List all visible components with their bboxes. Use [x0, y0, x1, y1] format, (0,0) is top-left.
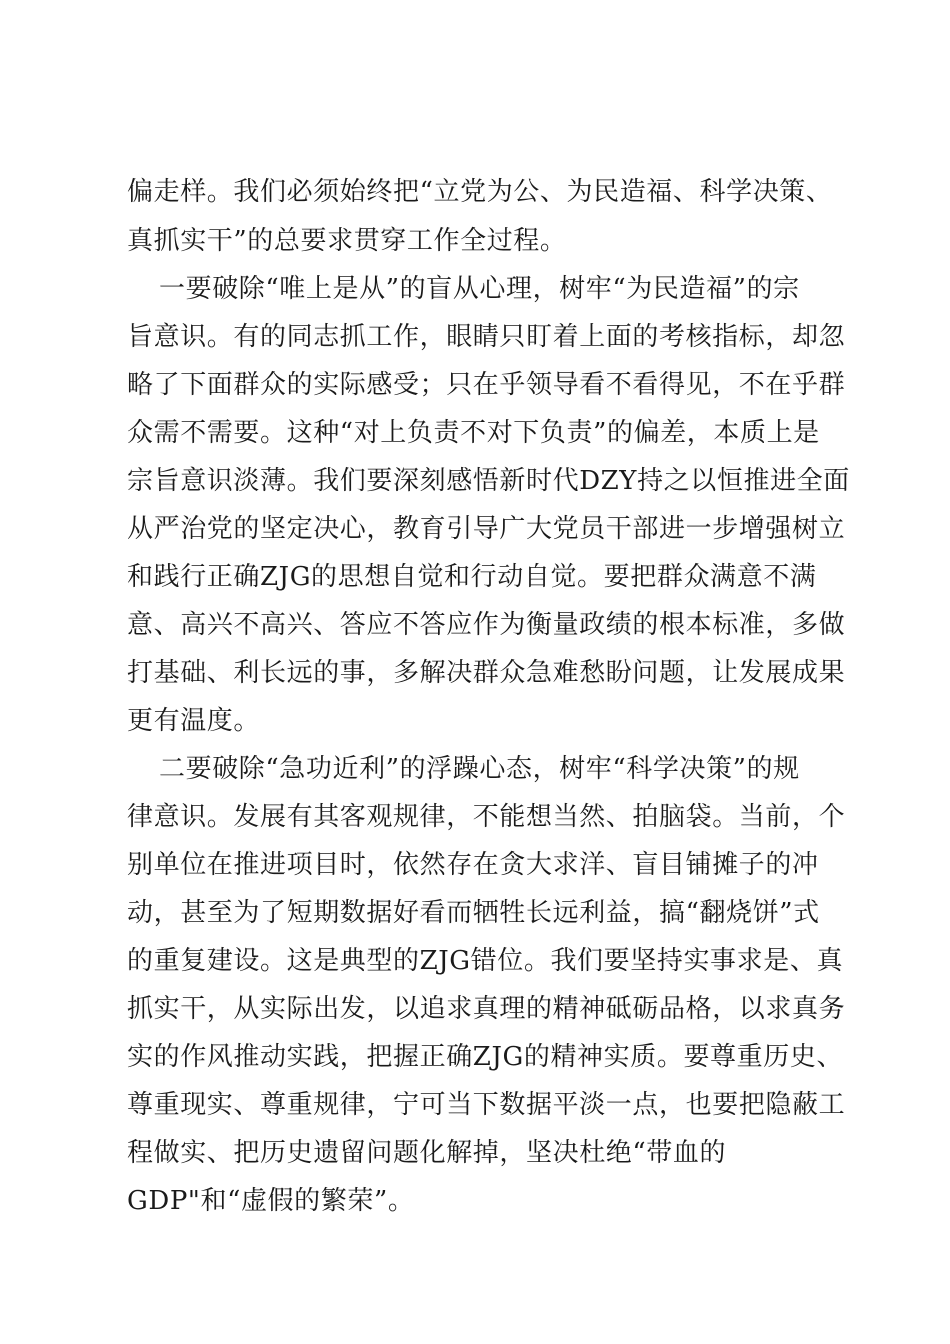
text-line: 众需不需要。这种“对上负责不对下负责”的偏差，本质上是	[127, 418, 820, 448]
paragraph-2-start: 二要破除“急功近利”的浮躁心态，树牢“科学决策”的规	[159, 754, 800, 784]
text-line: 程做实、把历史遗留问题化解掉，坚决杜绝“带血的	[127, 1138, 727, 1168]
text-line: 从严治党的坚定决心，教育引导广大党员干部进一步增强树立	[127, 514, 846, 544]
text-line: 宗旨意识淡薄。我们要深刻感悟新时代DZY持之以恒推进全面	[127, 466, 850, 496]
text-line: 别单位在推进项目时，依然存在贪大求洋、盲目铺摊子的冲	[127, 850, 819, 880]
text-line: 略了下面群众的实际感受；只在乎领导看不看得见，不在乎群	[127, 370, 846, 400]
text-line: 旨意识。有的同志抓工作，眼睛只盯着上面的考核指标，却忽	[127, 322, 846, 352]
text-line: 偏走样。我们必须始终把“立党为公、为民造福、科学决策、	[127, 177, 833, 207]
text-line: 尊重现实、尊重规律，宁可当下数据平淡一点，也要把隐蔽工	[127, 1090, 846, 1120]
text-line: 动，甚至为了短期数据好看而牺牲长远利益，搞“翻烧饼”式	[127, 898, 820, 928]
text-line: 真抓实干”的总要求贯穿工作全过程。	[127, 226, 567, 256]
text-line: 更有温度。	[127, 706, 261, 736]
text-line: 和践行正确ZJG的思想自觉和行动自觉。要把群众满意不满	[127, 562, 817, 592]
text-line: 抓实干，从实际出发，以追求真理的精神砥砺品格，以求真务	[127, 994, 846, 1024]
text-line: 的重复建设。这是典型的ZJG错位。我们要坚持实事求是、真	[127, 946, 844, 976]
text-line: GDP"和“虚假的繁荣”。	[127, 1186, 415, 1216]
text-line: 律意识。发展有其客观规律，不能想当然、拍脑袋。当前，个	[127, 802, 846, 832]
paragraph-1-start: 一要破除“唯上是从”的盲从心理，树牢“为民造福”的宗	[159, 274, 800, 304]
text-line: 实的作风推动实践，把握正确ZJG的精神实质。要尊重历史、	[127, 1042, 844, 1072]
text-line: 意、高兴不高兴、答应不答应作为衡量政绩的根本标准，多做	[127, 610, 846, 640]
text-line: 打基础、利长远的事，多解决群众急难愁盼问题，让发展成果	[127, 658, 846, 688]
